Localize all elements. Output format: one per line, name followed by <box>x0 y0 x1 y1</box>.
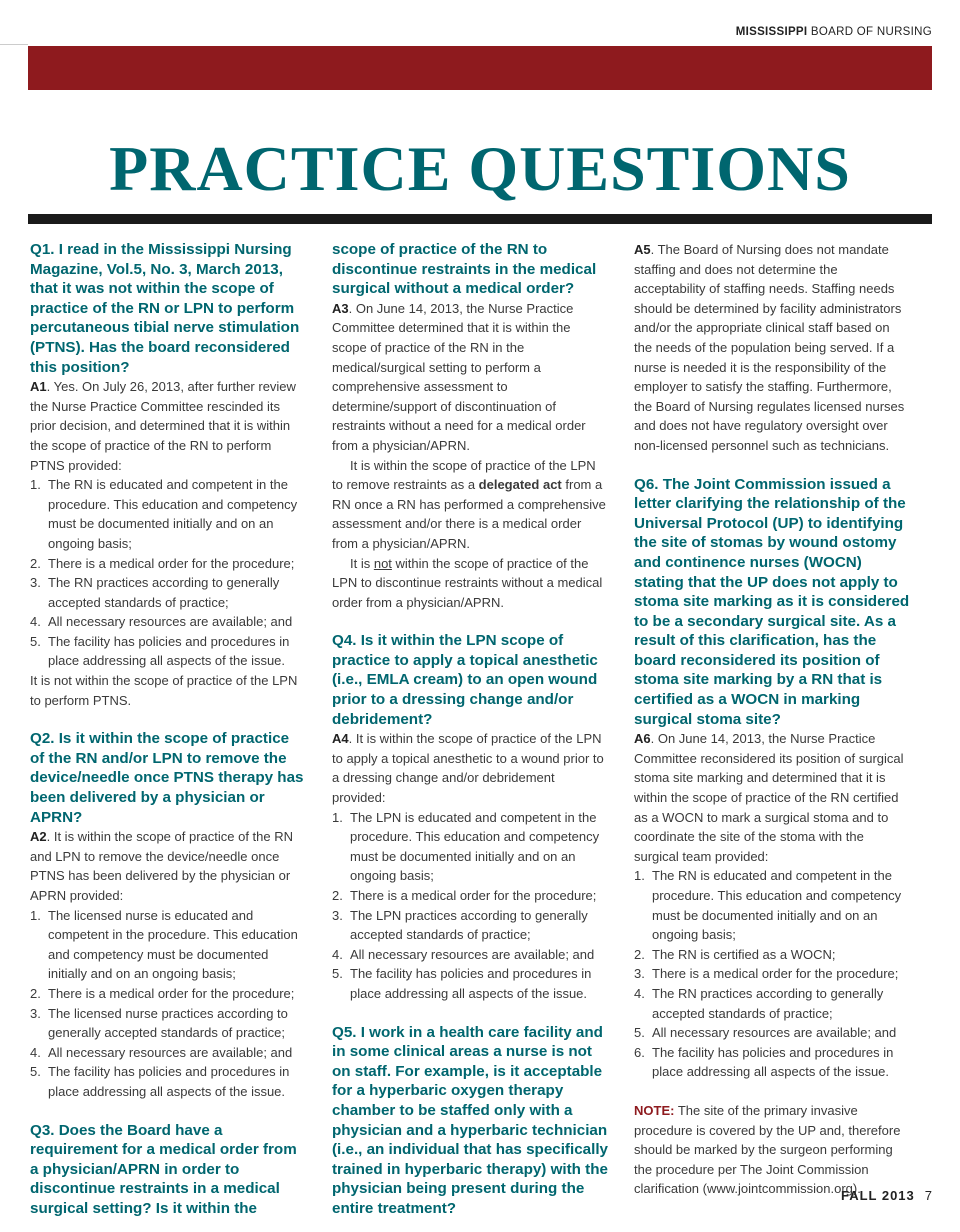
answer-1-closing: It is not within the scope of practice of the LPN to perform PTNS. <box>30 673 298 708</box>
answer-6-list <box>634 866 910 1082</box>
answer-1-list <box>30 475 306 671</box>
page-title: PRACTICE QUESTIONS <box>109 133 851 204</box>
question-6: Q6. The Joint Commission issued a letter clarifying the relationship of the Universal Protocol (UP) to identifying the site of stomas by wound ostomy and continence nurses (WOCN) stating that the UP does not apply to stoma site marking as it is considered to be a secondary surgical site. As a result of this clarification, has the board reconsidered its position of stoma site marking by a RN that is certified as a WOCN in marking surgical stoma site? <box>634 475 910 728</box>
list-item: 3. The licensed nurse practices according to generally accepted standards of practice; <box>30 1005 288 1041</box>
list-item: 4. All necessary resources are available; and <box>332 946 595 962</box>
title-rule <box>28 214 932 224</box>
question-5: Q5. I work in a health care facility and in some clinical areas a nurse is not on staff. For example, is it acceptable for a hyperbaric oxygen therapy chamber to be staffed only with a physician and a hyperbaric technician (i.e., an individual that has specifically trained in hyperbaric therapy) with the physician being present during the entire treatment? <box>332 1023 608 1217</box>
list-item: 4. All necessary resources are available; and <box>30 614 293 630</box>
list-item: 3. There is a medical order for the procedure; <box>634 966 899 982</box>
masthead-label: MISSISSIPPI BOARD OF NURSING <box>735 26 932 38</box>
header-band <box>28 46 932 90</box>
page-footer: FALL 2013 7 <box>840 1188 932 1203</box>
page-number: 7 <box>924 1188 932 1203</box>
answer-5: A5. The Board of Nursing does not mandate staffing and does not determine the acceptability of staffing needs. Staffing needs should be determined by facility administrators and/or the appropriate clinical staff based on the needs of the population being served. If a nurse is needed it is the responsibility of the employer to satisfy the staffing. Furthermore, the Board of Nursing regulates licensed nurses and does not have regulatory oversight over non-licensed personnel such as technicians. <box>634 242 905 453</box>
question-1: Q1. I read in the Mississippi Nursing Magazine, Vol.5, No. 3, March 2013, that it was not within the scope of practice of the RN or LPN to perform percutaneous tibial nerve stimulation (PTNS). Has the board reconsidered this position? <box>30 241 300 376</box>
question-4: Q4. Is it within the LPN scope of practice to apply a topical anesthetic (i.e., EMLA cream) to an open wound prior to a dressing change and/or debridement? <box>332 632 598 728</box>
column-3 <box>634 240 910 1199</box>
list-item: 1. The licensed nurse is educated and competent in the procedure. This education and competency must be documented initially and on an ongoing basis; <box>30 907 298 982</box>
list-item: 6. The facility has policies and procedures in place addressing all aspects of the issue. <box>634 1044 894 1080</box>
header-rule <box>0 44 28 45</box>
note: NOTE: The site of the primary invasive procedure is covered by the UP and, therefore should be marked by the surgeon performing the procedure per The Joint Commission clarification (www.jointcommission.org). <box>634 1102 901 1197</box>
list-item: 5. The facility has policies and procedures in place addressing all aspects of the issue. <box>30 633 290 669</box>
list-item: 2. The RN is certified as a WOCN; <box>634 946 836 962</box>
list-item: 5. All necessary resources are available; and <box>634 1025 897 1041</box>
list-item: 4. All necessary resources are available; and <box>30 1044 293 1060</box>
answer-2-list <box>30 906 306 1102</box>
question-2: Q2. Is it within the scope of practice of the RN and/or LPN to remove the device/needle once PTNS therapy has been delivered by a physician or APRN? <box>30 730 304 826</box>
answer-4-list <box>332 808 608 1004</box>
answer-3-para-3: It is not within the scope of practice of the LPN to discontinue restraints without a medical order from a physician/APRN. <box>332 555 603 610</box>
answer-6: A6. On June 14, 2013, the Nurse Practice Committee reconsidered its position of surgical stoma site marking and determined that it is within the scope of practice of the RN certified as a WOCN to mark a surgical stoma and to coordinate the site of the stoma with the surgical team provided: <box>634 731 904 864</box>
list-item: 2. There is a medical order for the procedure; <box>332 888 597 903</box>
list-item: 2. There is a medical order for the procedure; <box>30 555 295 571</box>
list-item: 5. The facility has policies and procedures in place addressing all aspects of the issue. <box>30 1064 290 1099</box>
list-item: 4. The RN practices according to generally accepted standards of practice; <box>634 985 884 1021</box>
column-1 <box>30 240 306 1219</box>
list-item: 1. The RN is educated and competent in the procedure. This education and competency must be documented initially and on an ongoing basis; <box>634 868 902 943</box>
answer-1: A1. Yes. On July 26, 2013, after further review the Nurse Practice Committee rescinded its prior decision, and determined that it is within the scope of practice of the RN to perform PTNS provided: <box>30 379 296 473</box>
list-item: 3. The RN practices according to generally accepted standards of practice; <box>30 575 280 610</box>
list-item: 1. The LPN is educated and competent in the procedure. This education and competency must be documented initially and on an ongoing basis; <box>332 809 600 884</box>
list-item: 2. There is a medical order for the procedure; <box>30 985 295 1001</box>
answer-3-para-2: It is within the scope of practice of the LPN to remove restraints as a delegated act from a RN once a RN has performed a comprehensive assessment and/or there is a medical order from a physician/APRN. <box>332 457 606 551</box>
answer-2: A2. It is within the scope of practice of the RN and LPN to remove the device/needle once PTNS has been delivered by the physician or APRN provided: <box>30 829 294 903</box>
column-2 <box>332 240 608 1219</box>
list-item: 5. The facility has policies and procedures in place addressing all aspects of the issue. <box>332 966 592 1001</box>
answer-3: A3. On June 14, 2013, the Nurse Practice Committee determined that it is within the scope of practice of the RN in the medical/surgical setting to perform a comprehensive assessment to determine/support of discontinuation of restraints without a need for a medical order from a physician/APRN. <box>332 300 586 453</box>
answer-4: A4. It is within the scope of practice of the LPN to apply a topical anesthetic to a wound prior to a dressing change and/or debridement provided: <box>332 731 604 806</box>
question-3: Q3. Does the Board have a requirement for a medical order from a physician/APRN in order to discontinue restraints in a medical surgical setting? Is it within the <box>30 1121 297 1217</box>
list-item: 3. The LPN practices according to generally accepted standards of practice; <box>332 907 588 943</box>
list-item: 1. The RN is educated and competent in the procedure. This education and competency must be documented initially and on an ongoing basis; <box>30 477 298 551</box>
question-3-continued: scope of practice of the RN to discontinue restraints in the medical surgical without a medical order? <box>332 241 597 298</box>
